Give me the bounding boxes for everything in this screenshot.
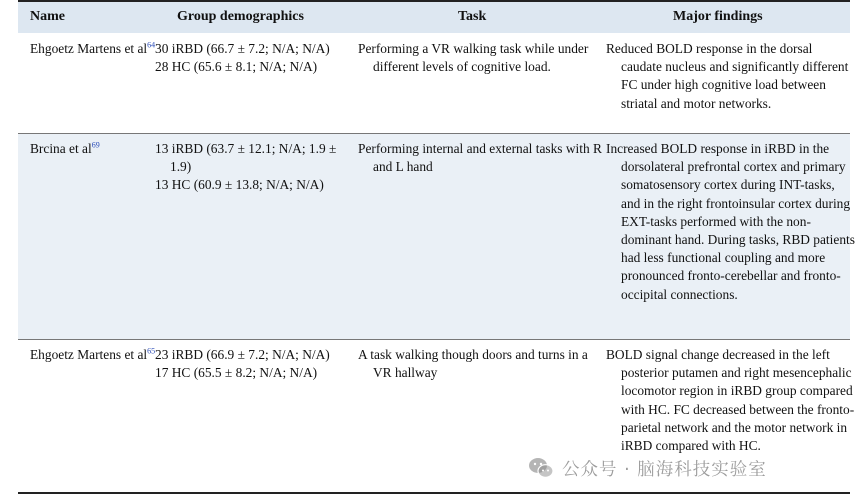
- watermark-text: 公众号 · 脑海科技实验室: [562, 459, 767, 480]
- reference-link[interactable]: 65: [147, 346, 156, 356]
- table-bottom-rule: [18, 492, 850, 494]
- watermark: [528, 453, 848, 483]
- cell-task: A task walking though doors and turns in a VR hallway: [358, 347, 588, 381]
- table-row: [18, 134, 855, 339]
- cell-task: Performing a VR walking task while under different levels of cognitive load.: [358, 41, 589, 75]
- header-name: Name: [30, 9, 65, 24]
- cell-name: Ehgoetz Martens et $al^{65}$: [30, 346, 156, 362]
- cell-findings: Increased BOLD response in iRBD in the dorsolateral prefrontal cortex and primary somatosensory cortex during INT-tasks, and in the right frontoinsular cortex during EXT-tasks performed with the non-dominant hand. During tasks, RBD patients had less functional coupling and more pronounced fronto-cerebellar and fronto-occipital connections.: [606, 141, 855, 302]
- cell-demographics: 23 iRBD (66.9 ± 7.2; N/A; N/A) 17 HC (65.5 ± 8.2; N/A; N/A): [155, 347, 330, 381]
- cell-name: Ehgoetz Martens et $al^{64}$: [30, 40, 156, 56]
- table-row: [18, 33, 850, 133]
- reference-link[interactable]: 69: [91, 140, 100, 150]
- cell-demographics: 13 iRBD (63.7 ± 12.1; N/A; 1.9 ± 1.9) 13 HC (60.9 ± 13.8; N/A; N/A): [155, 141, 337, 193]
- table-header: [18, 0, 850, 33]
- header-findings: Major findings: [673, 9, 763, 24]
- reference-link[interactable]: 64: [147, 40, 156, 50]
- cell-demographics: 30 iRBD (66.7 ± 7.2; N/A; N/A) 28 HC (65.6 ± 8.1; N/A; N/A): [155, 41, 330, 75]
- cell-name: Brcina et $al^{69}$: [30, 140, 100, 156]
- wechat-icon: [528, 456, 554, 480]
- cell-task: Performing internal and external tasks with R and L hand: [358, 141, 602, 175]
- findings-table: [18, 0, 855, 494]
- cell-findings: Reduced BOLD response in the dorsal caudate nucleus and significantly different FC under high cognitive load between striatal and motor networks.: [606, 41, 849, 111]
- header-demographics: Group demographics: [177, 9, 304, 24]
- header-task: Task: [458, 9, 487, 24]
- cell-findings: BOLD signal change decreased in the left posterior putamen and right mesencephalic locomotor region in iRBD group compared with HC. FC decreased between the fronto-parietal network and the motor network in iRBD compared with HC.: [606, 347, 855, 454]
